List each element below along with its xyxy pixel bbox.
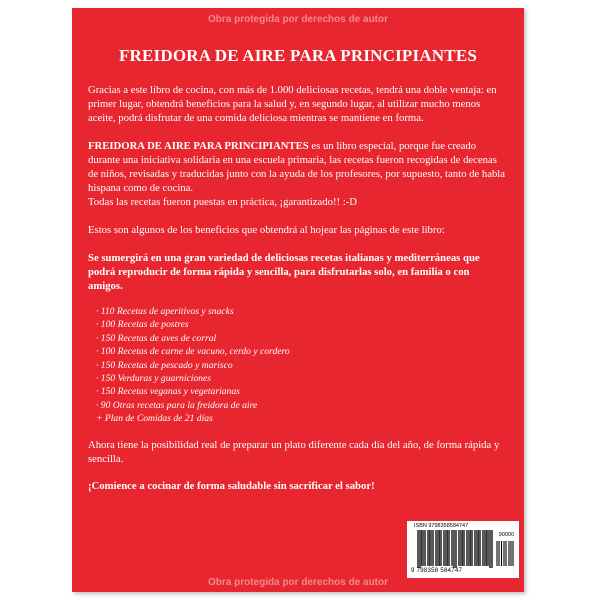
tested-line: Todas las recetas fueron puestas en práctica, ¡garantizado!! :-D	[88, 196, 357, 208]
copyright-watermark-top: Obra protegida por derechos de autor	[207, 14, 389, 25]
highlight-paragraph: Se sumergirá en una gran variedad de deliciosas recetas italianas y mediterráneas que podrá reproducir de forma rápida y sencilla, para disfrutarlas solo, en familia o con amigos.	[88, 252, 480, 292]
list-item: · 150 Verduras y guarniciones	[96, 373, 212, 385]
list-item: · 150 Recetas veganas y vegetarianas	[96, 386, 240, 398]
copyright-watermark-bottom: Obra protegida por derechos de autor	[207, 577, 389, 588]
price-code: 90000	[498, 532, 514, 538]
special-paragraph	[88, 139, 506, 195]
benefits-intro: Estos son algunos de los beneficios que obtendrá al hojear las páginas de este libro:	[88, 224, 445, 236]
list-item: · 110 Recetas de aperitivos y snacks	[96, 306, 234, 317]
list-item: + Plan de Comidas de 21 días	[96, 413, 213, 425]
book-back-cover	[72, 8, 524, 592]
intro-paragraph: Gracias a este libro de cocina, con más de 1.000 deliciosas recetas, tendrá una doble ventaja: en primer lugar, obtendrá beneficios para la salud y, en segundo lugar, al utilizar mucho menos aceite, podrá disfrutar de una comida deliciosa mientras se mantiene en forma.	[88, 84, 497, 124]
closing-paragraph: Ahora tiene la posibilidad real de preparar un plato diferente cada día del año, de forma rápida y sencilla.	[88, 438, 500, 465]
call-to-action: ¡Comience a cocinar de forma saludable sin sacrificar el sabor!	[88, 479, 375, 492]
price-barcode-bars	[496, 541, 514, 566]
isbn-barcode	[407, 521, 519, 578]
barcode-bars	[417, 530, 493, 568]
list-item: · 150 Recetas de aves de corral	[96, 332, 217, 344]
list-item: · 90 Otras recetas para la freidora de aire	[96, 399, 258, 411]
special-title: FREIDORA DE AIRE PARA PRINCIPIANTES	[88, 140, 309, 152]
special-text: es un libro especial, porque fue creado durante una iniciativa solidaria en una escuela primaria, las recetas fueron recogidas de decenas de niños, revisadas y traducidas junto con la ayuda de los profesores, por supuesto, tanto de habla hispana como de cocina.	[88, 140, 506, 194]
list-item: · 100 Recetas de carne de vacuno, cerdo y cordero	[96, 346, 290, 358]
list-item: · 100 Recetas de postres	[96, 319, 189, 331]
list-item: · 150 Recetas de pescado y marisco	[96, 359, 233, 371]
cover-text	[88, 83, 506, 493]
isbn-label: ISBN 9798358584747	[414, 523, 469, 529]
book-title: FREIDORA DE AIRE PARA PRINCIPIANTES	[118, 46, 478, 65]
benefits-list	[96, 305, 506, 426]
barcode-digits: 9 798358 584747	[411, 568, 463, 574]
